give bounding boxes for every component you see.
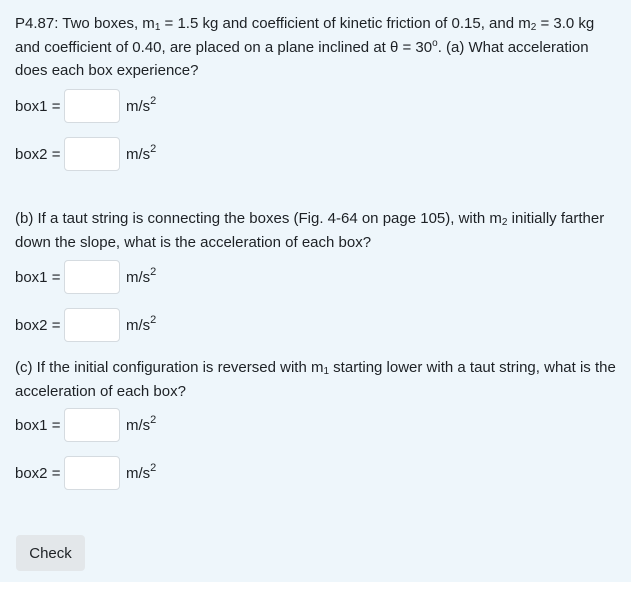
answer-input-c-box2[interactable] [64,456,120,490]
answer-input-b-box2[interactable] [64,308,120,342]
answer-label: box1 = [15,269,61,286]
answer-label: box1 = [15,98,61,115]
answer-row-c-box1 [15,408,315,444]
answer-input-a-box2[interactable] [64,137,120,171]
part-c-text-2: starting lower with a taut string, what is the acceleration of each box? [15,359,616,400]
part-b-text-2: initially farther down the slope, what is the acceleration of each box? [15,210,605,251]
part-a-text-3: = 3.0 kg and coefficient of 0.40, are placed on a plane inclined at θ = 30 [15,15,595,56]
part-a-text-1: P4.87: Two boxes, m [15,15,155,32]
check-button[interactable]: Check [16,535,85,571]
m2-subscript: 2 [501,217,508,228]
answer-row-b-box2 [15,308,315,344]
answer-input-a-box1[interactable] [64,89,120,123]
answer-label: box2 = [15,317,61,334]
answer-row-b-box1 [15,260,315,296]
m1-subscript: 1 [323,366,330,377]
m1-subscript: 1 [154,22,161,33]
answer-input-c-box1[interactable] [64,408,120,442]
answer-label: box2 = [15,465,61,482]
answer-row-a-box2 [15,137,315,173]
unit-label: $m/s^2$ [126,414,157,434]
answer-input-b-box1[interactable] [64,260,120,294]
answer-row-a-box1 [15,89,315,125]
part-c-text-1: (c) If the initial configuration is reversed with m [15,359,324,376]
m2-subscript: 2 [530,22,537,33]
unit-label: $m/s^2$ [126,314,157,334]
unit-label: $m/s^2$ [126,95,157,115]
question-part-a [15,12,620,83]
part-a-text-2: = 1.5 kg and coefficient of kinetic friction of 0.15, and m [160,15,531,32]
part-b-text-1: (b) If a taut string is connecting the boxes (Fig. 4-64 on page 105), with m [15,210,502,227]
answer-label: box2 = [15,146,61,163]
unit-label: $m/s^2$ [126,266,157,286]
answer-row-c-box2 [15,456,315,492]
unit-label: $m/s^2$ [126,462,157,482]
question-part-c [15,356,620,403]
answer-label: box1 = [15,417,61,434]
unit-label: $m/s^2$ [126,143,157,163]
part-a-text-4: . (a) What acceleration does each box experience? [15,38,589,79]
question-part-b [15,207,620,254]
degree-symbol: o [432,37,438,49]
